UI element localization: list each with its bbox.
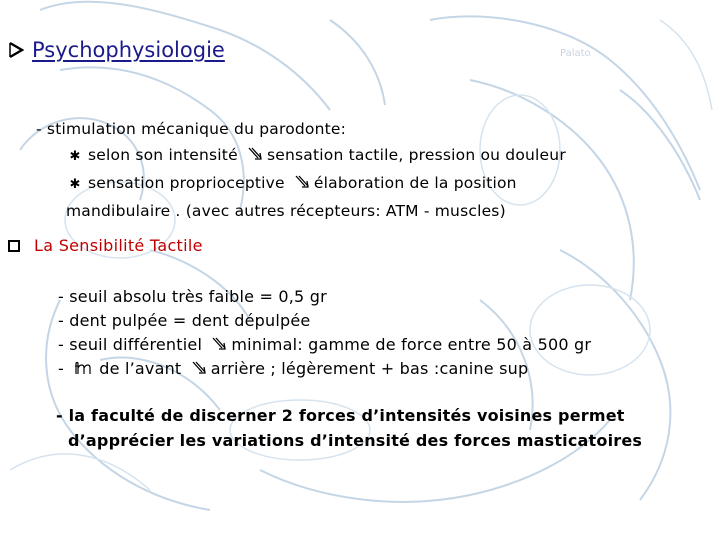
conclusion-line: - la faculté de discerner 2 forces d’intensités voisines permet xyxy=(56,406,625,425)
implies-arrow-icon xyxy=(247,146,263,162)
intro-bullet-proprioception xyxy=(36,170,566,198)
implies-arrow-icon xyxy=(294,174,310,190)
details-line-threshold xyxy=(58,333,591,357)
intro-bullet-result: sensation tactile, pression ou douleur xyxy=(266,146,566,164)
details-line: - seuil absolu très faible = 0,5 gr xyxy=(58,287,327,306)
intro-bullet-text: selon son intensité xyxy=(88,146,238,164)
intro-bullet-text: sensation proprioceptive xyxy=(88,174,285,192)
details-text: arrière ; légèrement + bas :canine sup xyxy=(210,359,529,378)
arrow-bullet-icon xyxy=(8,41,24,59)
details-text: de l’avant xyxy=(99,359,182,378)
details-text: - xyxy=(58,359,64,378)
conclusion-block xyxy=(56,403,642,453)
tooth-sign-icon xyxy=(74,361,94,375)
details-text: minimal: gamme de force entre 50 à 500 gr xyxy=(231,335,592,354)
details-text: - seuil différentiel xyxy=(58,335,203,354)
intro-line: mandibulaire . (avec autres récepteurs: ATM - muscles) xyxy=(66,202,506,220)
asterisk-bullet-icon: ✱ xyxy=(69,177,81,192)
svg-text:Palato: Palato xyxy=(560,48,591,59)
implies-arrow-icon xyxy=(211,336,227,352)
intro-bullet-result: élaboration de la position xyxy=(313,174,517,192)
details-block xyxy=(58,285,591,381)
checkbox-square-icon xyxy=(8,240,20,252)
intro-block xyxy=(36,116,566,224)
page-title: Psychophysiologie xyxy=(32,38,225,62)
intro-bullet-intensity xyxy=(36,142,566,170)
conclusion-line: d’apprécier les variations d’intensité des forces masticatoires xyxy=(68,431,643,450)
details-line: - dent pulpée = dent dépulpée xyxy=(58,311,311,330)
section-heading-row xyxy=(8,236,203,255)
intro-line: - stimulation mécanique du parodonte: xyxy=(36,120,347,138)
asterisk-bullet-icon: ✱ xyxy=(69,149,81,164)
section-heading: La Sensibilité Tactile xyxy=(34,236,203,255)
details-line-teeth xyxy=(58,357,591,381)
title-row xyxy=(8,38,225,62)
implies-arrow-icon xyxy=(191,360,207,376)
